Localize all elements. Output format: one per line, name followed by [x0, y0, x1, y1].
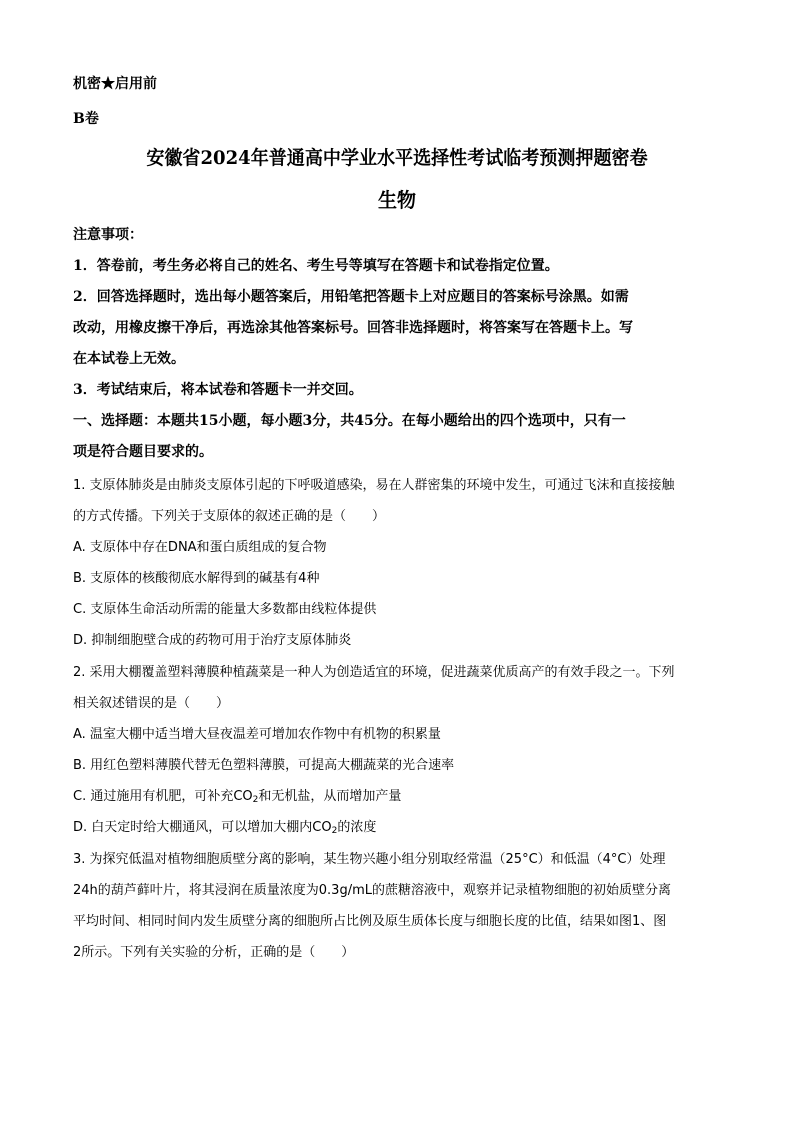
- q3-stem-line-3: 平均时间、相同时间内发生质壁分离的细胞所占比例及原生质体长度与细胞长度的比值，结果如图1、图: [73, 914, 667, 929]
- page-title: 安徽省2024年普通高中学业水平选择性考试临考预测押题密卷: [146, 147, 648, 169]
- section-heading-line-1: 一、选择题：本题共15小题，每小题3分，共45分。在每小题给出的四个选项中，只有一: [73, 413, 626, 429]
- confidential-label: 机密★启用前: [73, 76, 157, 92]
- q3-stem-line-4: 2所示。下列有关实验的分析，正确的是（ ）: [73, 945, 355, 960]
- q2-option-d-subscript: 2: [331, 826, 338, 836]
- q2-option-d: [73, 816, 376, 836]
- q2-option-c-text: C. 通过施用有机肥，可补充CO: [73, 789, 253, 804]
- q2-option-b: B. 用红色塑料薄膜代替无色塑料薄膜，可提高大棚蔬菜的光合速率: [73, 758, 455, 773]
- q2-stem-line-1: 2. 采用大棚覆盖塑料薄膜种植蔬菜是一种人为创造适宜的环境，促进蔬菜优质高产的有效手段之一。下列: [73, 665, 675, 680]
- notes-heading: 注意事项：: [73, 227, 143, 243]
- q1-stem-line-1: 1. 支原体肺炎是由肺炎支原体引起的下呼吸道感染，易在人群密集的环境中发生，可通过飞沫和直接接触: [73, 478, 675, 493]
- note-item-2-line-2: 改动，用橡皮擦干净后，再选涂其他答案标号。回答非选择题时，将答案写在答题卡上。写: [73, 320, 633, 336]
- q1-option-c: C. 支原体生命活动所需的能量大多数都由线粒体提供: [73, 602, 377, 617]
- q2-option-c: [73, 785, 401, 805]
- note-item-3: 3．考试结束后，将本试卷和答题卡一并交回。: [73, 382, 363, 398]
- q2-stem-line-2: 相关叙述错误的是（ ）: [73, 696, 230, 711]
- q2-option-c-subscript: 2: [252, 795, 259, 805]
- q1-stem-line-2: 的方式传播。下列关于支原体的叙述正确的是（ ）: [73, 509, 386, 524]
- q3-stem-line-1: 3. 为探究低温对植物细胞质壁分离的影响，某生物兴趣小组分别取经常温（25°C）和低温（4°C）处理: [73, 852, 666, 867]
- q1-option-a: A. 支原体中存在DNA和蛋白质组成的复合物: [73, 540, 327, 555]
- subject-title: 生物: [378, 188, 416, 212]
- note-item-1: 1．答卷前，考生务必将自己的姓名、考生号等填写在答题卡和试卷指定位置。: [73, 258, 559, 274]
- note-item-2-line-1: 2．回答选择题时，选出每小题答案后，用铅笔把答题卡上对应题目的答案标号涂黑。如需: [73, 289, 629, 305]
- q2-option-a: A. 温室大棚中适当增大昼夜温差可增加农作物中有机物的积累量: [73, 727, 441, 742]
- q2-option-c-text-end: 和无机盐，从而增加产量: [258, 789, 402, 804]
- section-heading-line-2: 项是符合题目要求的。: [73, 444, 213, 460]
- q2-option-d-text: D. 白天定时给大棚通风，可以增加大棚内CO: [73, 820, 332, 835]
- volume-label: B卷: [73, 111, 99, 127]
- q1-option-b: B. 支原体的核酸彻底水解得到的碱基有4种: [73, 571, 320, 586]
- note-item-2-line-3: 在本试卷上无效。: [73, 351, 185, 367]
- q1-option-d: D. 抑制细胞壁合成的药物可用于治疗支原体肺炎: [73, 633, 352, 648]
- q3-stem-line-2: 24h的葫芦藓叶片，将其浸润在质量浓度为0.3g/mL的蔗糖溶液中，观察并记录植物细胞的初始质壁分离: [73, 883, 671, 898]
- q2-option-d-text-end: 的浓度: [337, 820, 377, 835]
